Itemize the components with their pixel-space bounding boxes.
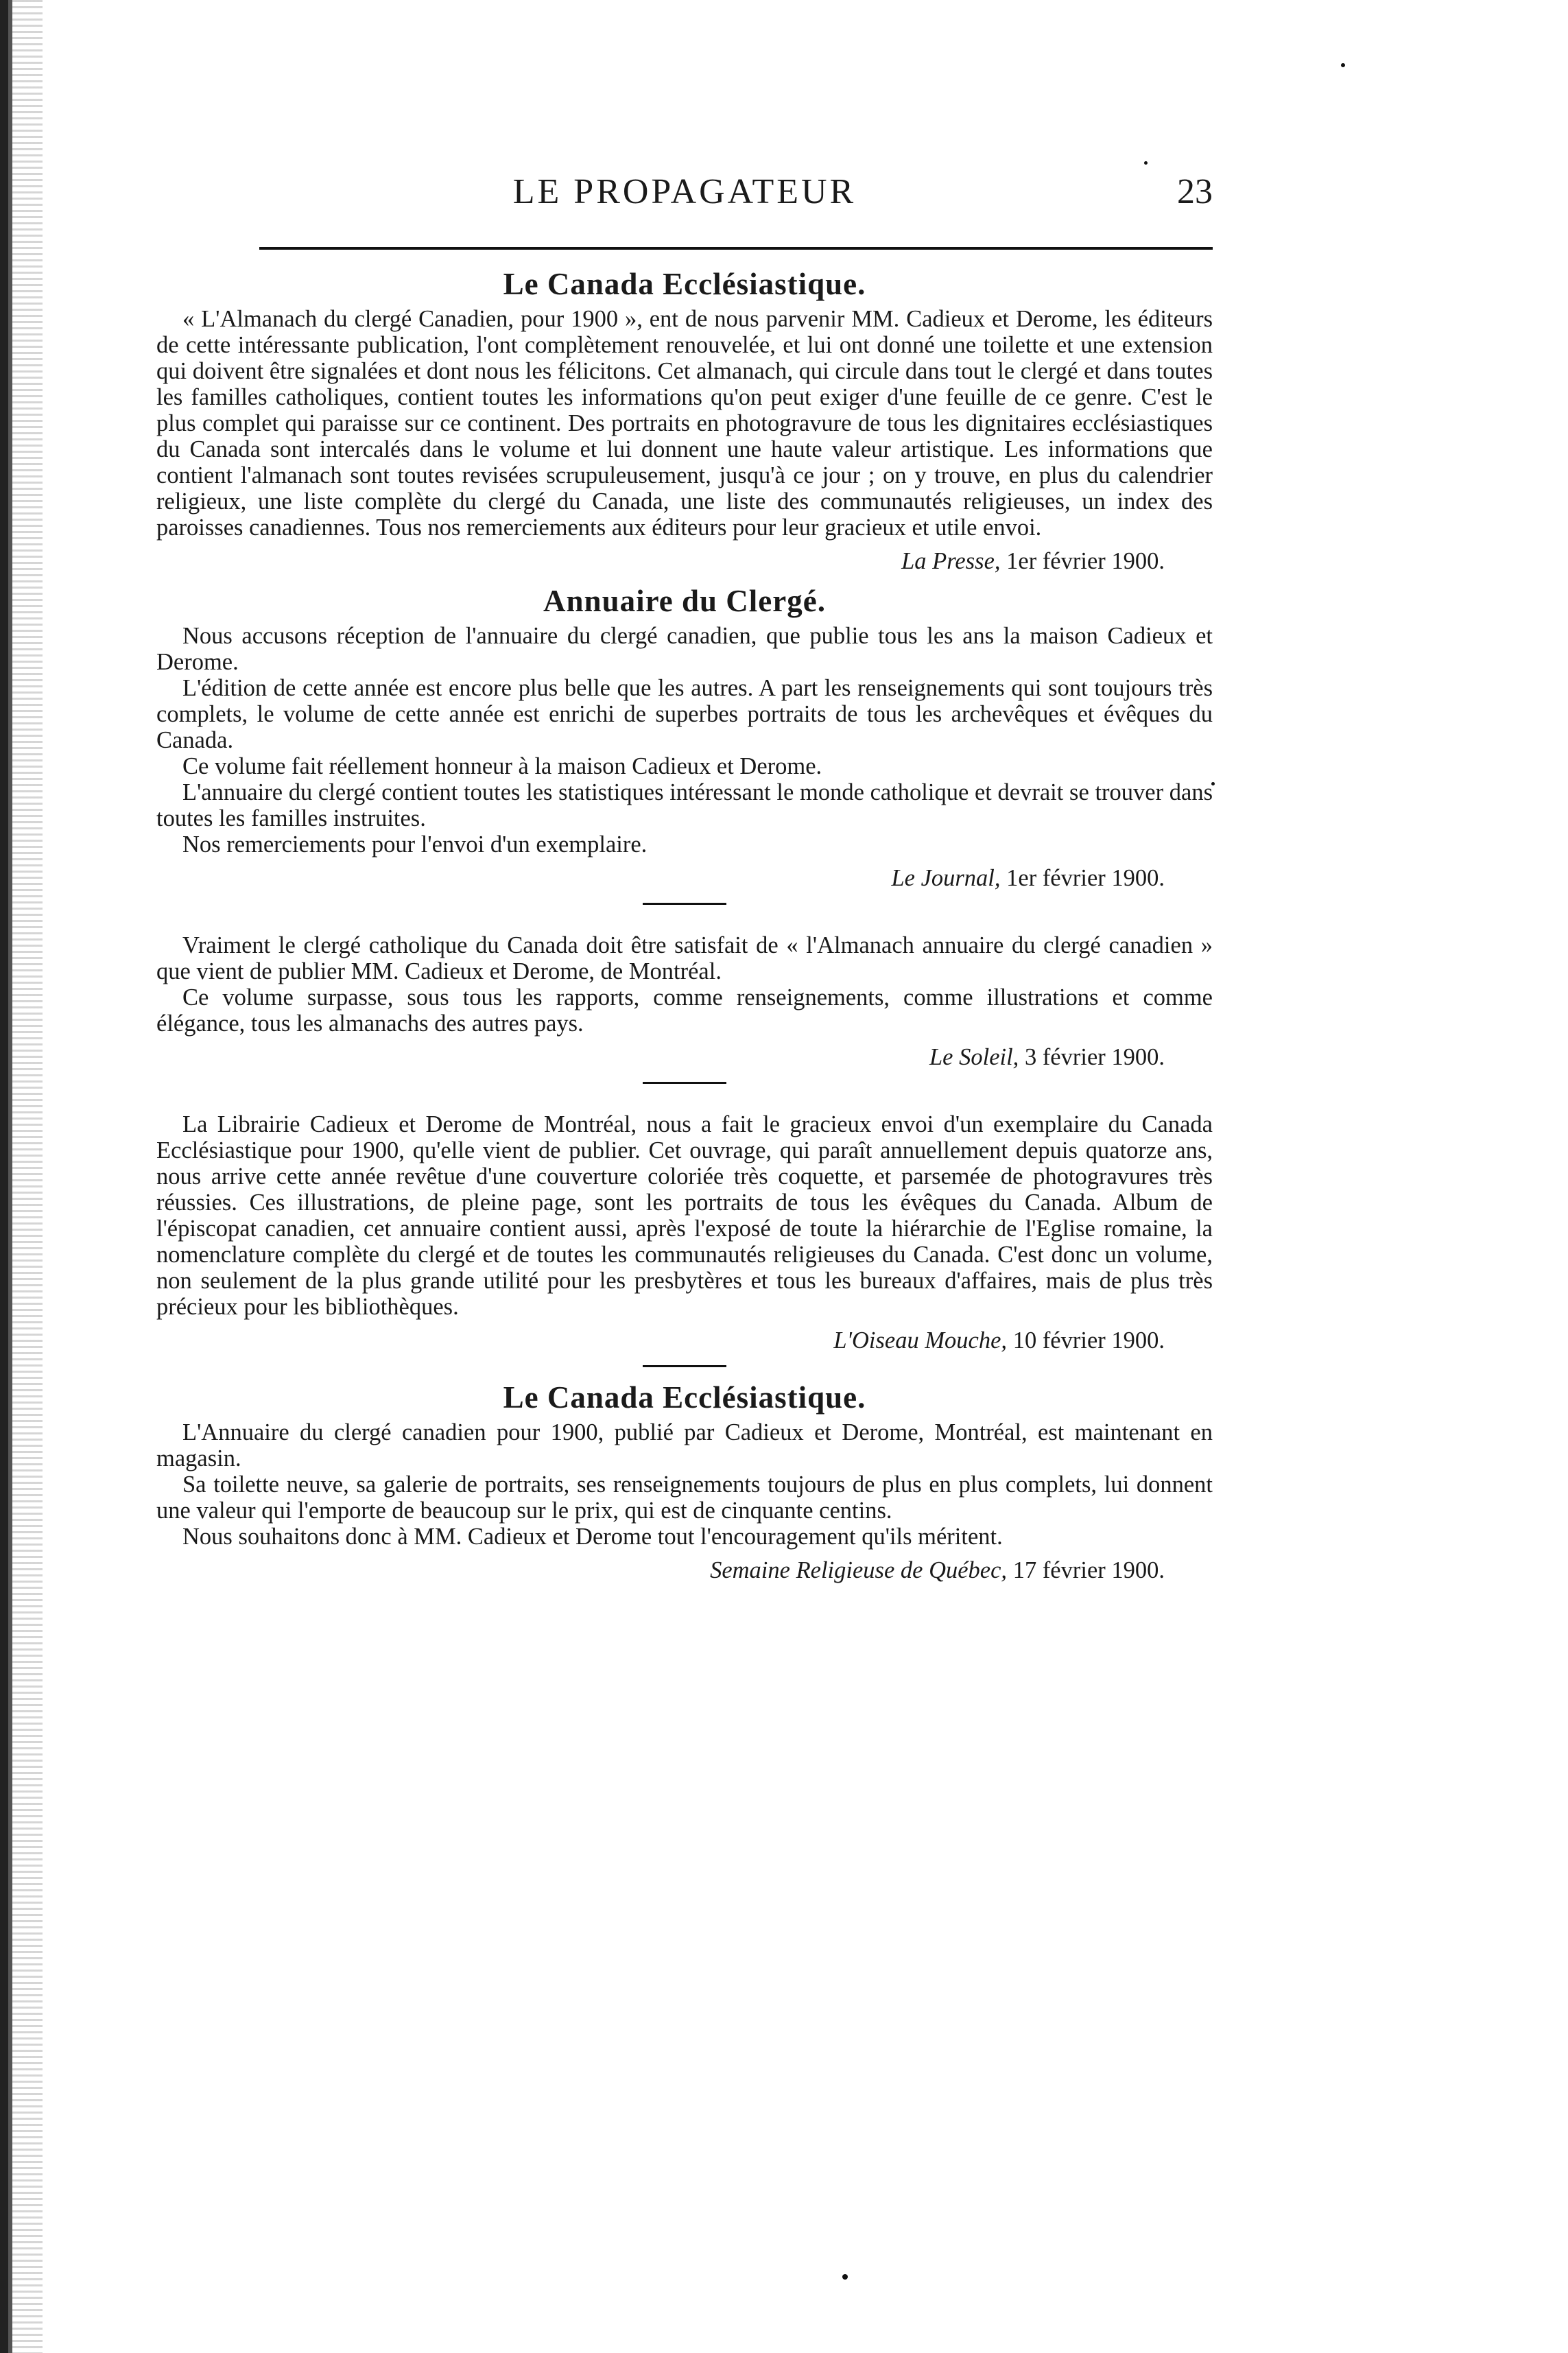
article-paragraph: Nous souhaitons donc à MM. Cadieux et Derome tout l'encouragement qu'ils méritent. (182, 1524, 1003, 1550)
citation (156, 1557, 1165, 1584)
header-rule (259, 247, 1213, 250)
citation (156, 547, 1165, 575)
citation-source: Le Soleil, (929, 1044, 1019, 1070)
citation-date: 3 février 1900. (1024, 1044, 1165, 1070)
citation-source: La Presse, (901, 548, 1001, 574)
article-paragraph: L'annuaire du clergé contient toutes les statistiques intéressant le monde catholique et devrait se trouver dans toutes les familles instruites. (156, 779, 1213, 831)
section-heading: Le Canada Ecclésiastique. (503, 267, 866, 301)
citation-date: 1er février 1900. (1006, 548, 1165, 574)
print-speck (1341, 63, 1345, 67)
article-paragraph: « L'Almanach du clergé Canadien, pour 1900 », ent de nous parvenir MM. Cadieux et Derome, les éditeurs de cette intéressante publication, l'ont complètement renouvelée, et lui ont donné une toilette et une extension qui doivent être signalées et dont nous les félicitons. Cet almanach, qui circule dans tout le clergé et dans toutes les familles catholiques, contient toutes les informations qu'on peut exiger d'une feuille de ce genre. C'est le plus complet qui paraisse sur ce continent. Des portraits en photogravure de tous les dignitaires ecclésiastiques du Canada sont intercalés dans le volume et lui donnent une haute valeur artistique. Les informations que contient l'almanach sont toutes revisées scrupuleusement, jusqu'à ce jour ; on y trouve, en plus du calendrier religieux, une liste complète du clergé du Canada, une liste des communautés religieuses, un index des paroisses canadiennes. Tous nos remerciements aux éditeurs pour leur gracieux et utile envoi. (156, 306, 1213, 541)
citation (156, 864, 1165, 892)
binding-edge (0, 0, 21, 2353)
article-paragraph: Sa toilette neuve, sa galerie de portraits, ses renseignements toujours de plus en plus complets, lui donnent une valeur qui l'emporte de beaucoup sur le prix, qui est de cinquante centins. (156, 1471, 1213, 1524)
article-paragraph: Ce volume fait réellement honneur à la maison Cadieux et Derome. (182, 753, 822, 779)
page (156, 172, 1213, 1592)
print-speck (1144, 161, 1148, 165)
article-paragraph: Ce volume surpasse, sous tous les rapports, comme renseignements, comme illustrations et comme élégance, tous les almanachs des autres pays. (156, 984, 1213, 1037)
separator-rule (643, 1082, 726, 1084)
separator-rule (643, 1365, 726, 1367)
page-number: 23 (1177, 172, 1213, 211)
article-paragraph: Nous accusons réception de l'annuaire du clergé canadien, que publie tous les ans la maison Cadieux et Derome. (156, 623, 1213, 675)
citation-date: 17 février 1900. (1012, 1557, 1165, 1583)
running-header (156, 172, 1213, 226)
article-paragraph: Vraiment le clergé catholique du Canada doit être satisfait de « l'Almanach annuaire du clergé canadien » que vient de publier MM. Cadieux et Derome, de Montréal. (156, 932, 1213, 984)
citation-source: L'Oiseau Mouche, (833, 1327, 1008, 1353)
section-heading: Annuaire du Clergé. (543, 584, 826, 618)
article-paragraph: La Librairie Cadieux et Derome de Montréal, nous a fait le gracieux envoi d'un exemplaire du Canada Ecclésiastique pour 1900, qu'elle vient de publier. Cet ouvrage, qui paraît annuellement depuis quatorze ans, nous arrive cette année revêtue d'une couverture coloriée très coquette, et parsemée de photogravures très réussies. Ces illustrations, de pleine page, sont les portraits de tous les évêques du Canada. Album de l'épiscopat canadien, cet annuaire contient aussi, après l'exposé de toute la hiérarchie de l'Eglise romaine, la nomenclature complète du clergé et de toutes les communautés religieuses du Canada. C'est donc un volume, non seulement de la plus grande utilité pour les presbytères et tous les bureaux d'affaires, mais de plus très précieux pour les bibliothèques. (156, 1111, 1213, 1320)
citation (156, 1043, 1165, 1071)
article-paragraph: Nos remerciements pour l'envoi d'un exemplaire. (182, 831, 648, 858)
citation-source: Le Journal, (891, 865, 1001, 891)
citation-date: 1er février 1900. (1006, 865, 1165, 891)
print-speck (842, 2274, 848, 2280)
citation-date: 10 février 1900. (1012, 1327, 1165, 1353)
article-paragraph: L'Annuaire du clergé canadien pour 1900, publié par Cadieux et Derome, Montréal, est maintenant en magasin. (156, 1419, 1213, 1471)
separator-rule (643, 903, 726, 905)
citation (156, 1327, 1165, 1354)
running-title: LE PROPAGATEUR (512, 172, 857, 211)
section-heading: Le Canada Ecclésiastique. (503, 1380, 866, 1415)
article-paragraph: L'édition de cette année est encore plus belle que les autres. A part les renseignements qui sont toujours très complets, le volume de cette année est enrichi de superbes portraits de tous les archevêques et évêques du Canada. (156, 675, 1213, 753)
citation-source: Semaine Religieuse de Québec, (710, 1557, 1008, 1583)
